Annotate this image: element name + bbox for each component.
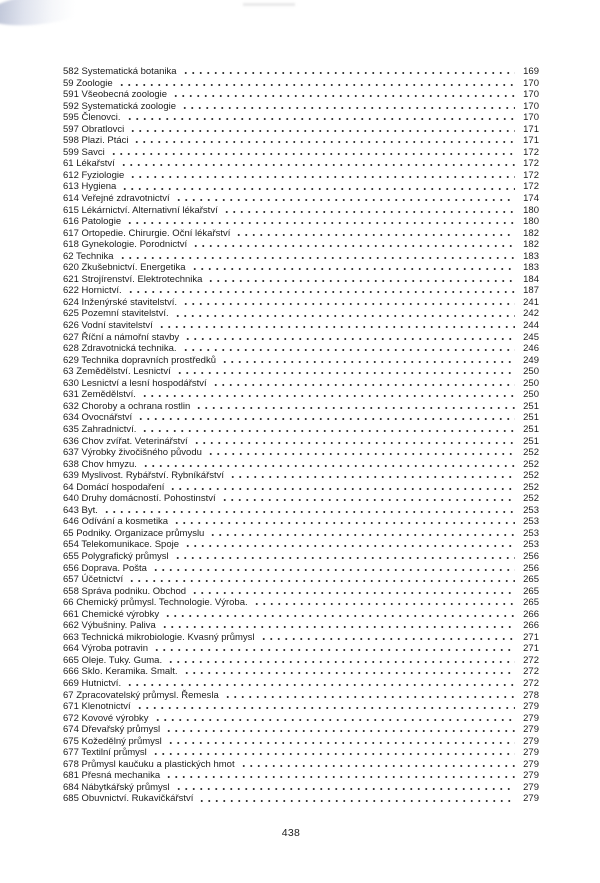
toc-entry-page-number: 250 (523, 389, 539, 401)
toc-entry-label: 595 Členovci. (63, 112, 121, 124)
toc-entry-page-number: 249 (523, 354, 539, 366)
toc-entry-label: 661 Chemické výrobky (63, 608, 160, 620)
dot-leader (103, 505, 515, 517)
dot-leader (229, 470, 515, 482)
dot-leader (164, 609, 515, 621)
toc-entry-label: 672 Kovové výrobky (63, 712, 149, 724)
toc-entry-page-number: 271 (523, 643, 539, 655)
toc-entry-label: 582 Systematická botanika (63, 66, 177, 77)
toc-entry-label: 671 Klenotnictví (63, 701, 131, 713)
toc-entry-page-number: 242 (523, 308, 539, 320)
toc-entry (63, 459, 539, 471)
toc-entry-page-number: 253 (523, 539, 539, 551)
toc-entry (63, 332, 539, 344)
dot-leader (141, 389, 515, 401)
dot-leader (142, 459, 515, 471)
toc-entry-label: 615 Lékárnictví. Alternativní lékařství (63, 204, 218, 216)
toc-entry-page-number: 279 (523, 770, 539, 782)
toc-entry-label: 646 Odívání a kosmetika (63, 516, 169, 528)
toc-entry-page-number: 279 (523, 781, 539, 793)
toc-entry-label: 626 Vodní stavitelství (63, 320, 153, 332)
toc-entry-page-number: 278 (523, 689, 539, 701)
dot-leader (175, 782, 515, 794)
toc-entry-page-number: 251 (523, 435, 539, 447)
toc-entry (63, 736, 539, 748)
toc-entry-label: 66 Chemický průmysl. Technologie. Výroba. (63, 597, 248, 609)
toc-entry (63, 285, 539, 297)
dot-leader (129, 170, 515, 182)
toc-entry (63, 447, 539, 459)
toc-entry (63, 66, 539, 78)
toc-entry (63, 366, 539, 378)
toc-entry-label: 654 Telekomunikace. Spoje (63, 539, 180, 551)
toc-entry (63, 609, 539, 621)
toc-entry (63, 274, 539, 286)
toc-entry-label: 618 Gynekologie. Porodnictví (63, 239, 188, 251)
dot-leader (121, 181, 515, 193)
toc-entry (63, 101, 539, 113)
toc-entry-page-number: 266 (523, 620, 539, 632)
toc-entry-page-number: 184 (523, 273, 539, 285)
toc-entry (63, 724, 539, 736)
toc-entry (63, 389, 539, 401)
dot-leader (240, 759, 515, 771)
toc-entry (63, 355, 539, 367)
toc-entry-page-number: 253 (523, 504, 539, 516)
toc-entry (63, 378, 539, 390)
dot-leader (129, 124, 515, 136)
toc-entry-label: 635 Zahradnictví. (63, 423, 137, 435)
dot-leader (154, 713, 515, 725)
toc-entry-page-number: 246 (523, 343, 539, 355)
toc-entry-label: 61 Lékařství (63, 158, 115, 170)
dot-leader (182, 343, 515, 355)
toc-entry-label: 617 Ortopedie. Chirurgie. Oční lékařství (63, 227, 231, 239)
toc-entry (63, 124, 539, 136)
dot-leader (235, 228, 515, 240)
toc-entry-label: 597 Obratlovci (63, 123, 125, 135)
toc-entry-page-number: 241 (523, 296, 539, 308)
toc-entry-page-number: 182 (523, 227, 539, 239)
toc-entry (63, 551, 539, 563)
toc-entry-page-number: 251 (523, 423, 539, 435)
toc-entry-label: 677 Textilní průmysl (63, 747, 147, 759)
toc-entry-page-number: 279 (523, 758, 539, 770)
toc-entry (63, 297, 539, 309)
dot-leader (191, 262, 515, 274)
toc-entry-page-number: 279 (523, 793, 539, 805)
toc-entry-label: 62 Technika (63, 250, 114, 262)
toc-entry-label: 657 Účetnictví (63, 574, 124, 586)
toc-entry (63, 782, 539, 794)
toc-entry (63, 470, 539, 482)
toc-entry-page-number: 182 (523, 239, 539, 251)
toc-entry (63, 251, 539, 263)
toc-entry-page-number: 279 (523, 701, 539, 713)
toc-entry-label: 640 Druhy domácností. Pohostinství (63, 493, 216, 505)
toc-entry (63, 181, 539, 193)
dot-leader (181, 101, 515, 113)
toc-entry-page-number: 253 (523, 527, 539, 539)
toc-entry-page-number: 266 (523, 608, 539, 620)
dot-leader (193, 436, 515, 448)
dot-leader (158, 320, 515, 332)
toc-entry-page-number: 170 (523, 112, 539, 124)
toc-entry-label: 59 Zoologie (63, 77, 113, 89)
dot-leader (126, 112, 515, 124)
toc-entry-label: 591 Všeobecná zoologie (63, 89, 168, 101)
toc-entry (63, 170, 539, 182)
toc-entry-label: 631 Zemědělství. (63, 389, 136, 401)
toc-entry-label: 628 Zdravotnická technika. (63, 343, 177, 355)
toc-list (63, 66, 539, 805)
toc-entry (63, 516, 539, 528)
toc-entry-label: 614 Veřejné zdravotnictví (63, 193, 170, 205)
dot-leader (182, 297, 515, 309)
dot-leader (182, 66, 515, 78)
dot-leader (165, 724, 515, 736)
dot-leader (207, 274, 515, 286)
dot-leader (175, 193, 515, 205)
dot-leader (153, 643, 515, 655)
dot-leader (152, 747, 515, 759)
toc-entry-page-number: 172 (523, 158, 539, 170)
dot-leader (173, 516, 515, 528)
toc-entry-page-number: 279 (523, 747, 539, 759)
toc-entry (63, 586, 539, 598)
toc-entry-page-number: 183 (523, 262, 539, 274)
toc-entry (63, 643, 539, 655)
toc-entry-label: 665 Oleje. Tuky. Guma. (63, 654, 163, 666)
toc-entry-page-number: 252 (523, 470, 539, 482)
toc-entry (63, 412, 539, 424)
dot-leader (136, 701, 515, 713)
toc-entry (63, 239, 539, 251)
dot-leader (207, 447, 515, 459)
toc-entry-page-number: 171 (523, 135, 539, 147)
toc-entry-page-number: 272 (523, 666, 539, 678)
toc-entry-label: 629 Technika dopravních prostředků (63, 354, 216, 366)
dot-leader (198, 793, 515, 805)
toc-entry-label: 666 Sklo. Keramika. Smalt. (63, 666, 178, 678)
dot-leader (183, 666, 515, 678)
dot-leader (224, 690, 515, 702)
toc-entry-page-number: 252 (523, 481, 539, 493)
toc-entry (63, 78, 539, 90)
toc-entry (63, 482, 539, 494)
toc-entry-label: 674 Dřevařský průmysl (63, 724, 161, 736)
toc-entry-label: 67 Zpracovatelský průmysl. Řemesla (63, 689, 219, 701)
toc-entry-label: 65 Podniky. Organizace průmyslu (63, 527, 205, 539)
toc-entry (63, 424, 539, 436)
toc-entry-page-number: 271 (523, 631, 539, 643)
page-number: 438 (281, 827, 301, 839)
dot-leader (152, 563, 515, 575)
toc-entry-label: 637 Výrobky živočišného původu (63, 447, 202, 459)
dot-leader (209, 528, 515, 540)
toc-entry-label: 658 Správa podniku. Obchod (63, 585, 187, 597)
toc-entry-label: 685 Obuvnictví. Rukavičkářství (63, 793, 194, 805)
toc-entry-page-number: 180 (523, 204, 539, 216)
toc-entry-label: 620 Zkušebnictví. Energetika (63, 262, 186, 274)
toc-entry (63, 666, 539, 678)
toc-entry-page-number: 252 (523, 447, 539, 459)
dot-leader (184, 539, 515, 551)
toc-entry-page-number: 180 (523, 216, 539, 228)
dot-leader (172, 89, 515, 101)
toc-entry (63, 205, 539, 217)
toc-entry-page-number: 272 (523, 677, 539, 689)
toc-entry (63, 713, 539, 725)
toc-entry-page-number: 172 (523, 181, 539, 193)
toc-entry (63, 216, 539, 228)
toc-entry-label: 655 Polygrafický průmysl (63, 550, 169, 562)
toc-entry-label: 613 Hygiena (63, 181, 117, 193)
toc-entry-page-number: 170 (523, 100, 539, 112)
dot-leader (161, 620, 515, 632)
toc-entry (63, 597, 539, 609)
toc-entry-page-number: 244 (523, 320, 539, 332)
toc-entry (63, 539, 539, 551)
toc-entry (63, 655, 539, 667)
toc-entry (63, 228, 539, 240)
toc-entry-page-number: 256 (523, 550, 539, 562)
toc-entry-page-number: 170 (523, 77, 539, 89)
toc-entry-page-number: 251 (523, 412, 539, 424)
toc-entry-label: 638 Chov hmyzu. (63, 458, 137, 470)
dot-leader (126, 678, 515, 690)
toc-entry (63, 528, 539, 540)
dot-leader (167, 736, 515, 748)
dot-leader (126, 216, 515, 228)
dot-leader (167, 655, 515, 667)
toc-entry-label: 598 Plazi. Ptáci (63, 135, 129, 147)
toc-entry (63, 793, 539, 805)
dot-leader (133, 135, 515, 147)
scan-artifact-top-left (0, 0, 97, 31)
dot-leader (119, 251, 515, 263)
dot-leader (169, 482, 515, 494)
toc-entry-page-number: 172 (523, 146, 539, 158)
toc-entry-label: 616 Patologie (63, 216, 122, 228)
dot-leader (110, 147, 515, 159)
dot-leader (212, 378, 515, 390)
toc-entry-label: 678 Průmysl kaučuku a plastických hmot (63, 758, 235, 770)
dot-leader (221, 355, 515, 367)
toc-entry-label: 662 Výbušniny. Paliva (63, 620, 156, 632)
toc-entry-page-number: 172 (523, 169, 539, 181)
dot-leader (176, 366, 515, 378)
toc-entry-page-number: 265 (523, 585, 539, 597)
toc-entry-page-number: 171 (523, 123, 539, 135)
scan-artifact-top-center (243, 3, 295, 6)
dot-leader (223, 205, 515, 217)
toc-entry-page-number: 252 (523, 458, 539, 470)
toc-entry (63, 759, 539, 771)
toc-entry-page-number: 250 (523, 377, 539, 389)
dot-leader (260, 632, 516, 644)
toc-entry (63, 135, 539, 147)
toc-entry (63, 620, 539, 632)
dot-leader (195, 401, 515, 413)
toc-entry-page-number: 170 (523, 89, 539, 101)
toc-entry-page-number: 169 (523, 66, 539, 77)
toc-entry-label: 599 Savci (63, 146, 105, 158)
toc-entry (63, 147, 539, 159)
toc-entry (63, 632, 539, 644)
toc-entry-page-number: 272 (523, 654, 539, 666)
toc-entry-page-number: 183 (523, 250, 539, 262)
toc-entry-page-number: 265 (523, 574, 539, 586)
toc-entry-label: 612 Fyziologie (63, 169, 125, 181)
toc-entry-page-number: 279 (523, 724, 539, 736)
toc-entry-label: 664 Výroba potravin (63, 643, 149, 655)
toc-entry-label: 634 Ovocnářství (63, 412, 133, 424)
toc-entry-label: 684 Nábytkářský průmysl (63, 781, 170, 793)
toc-entry (63, 436, 539, 448)
toc-entry-label: 681 Přesná mechanika (63, 770, 161, 782)
toc-entry-label: 63 Zemědělství. Lesnictví (63, 366, 171, 378)
toc-entry-label: 669 Hutnictví. (63, 677, 122, 689)
toc-entry (63, 193, 539, 205)
dot-leader (128, 574, 515, 586)
toc-entry (63, 747, 539, 759)
toc-entry-page-number: 279 (523, 735, 539, 747)
toc-entry (63, 262, 539, 274)
toc-entry-label: 636 Chov zvířat. Veterinářství (63, 435, 188, 447)
toc-entry-label: 663 Technická mikrobiologie. Kvasný průmysl (63, 631, 255, 643)
toc-entry-page-number: 253 (523, 516, 539, 528)
toc-entry-label: 621 Strojírenství. Elektrotechnika (63, 273, 203, 285)
toc-entry (63, 89, 539, 101)
dot-leader (141, 424, 515, 436)
dot-leader (137, 412, 515, 424)
toc-entry-page-number: 187 (523, 285, 539, 297)
toc-entry-page-number: 265 (523, 597, 539, 609)
toc-entry-label: 624 Inženýrské stavitelství. (63, 296, 178, 308)
toc-entry-label: 622 Hornictví. (63, 285, 122, 297)
toc-entry (63, 505, 539, 517)
toc-entry (63, 343, 539, 355)
toc-entry-label: 64 Domácí hospodaření (63, 481, 165, 493)
toc-entry-page-number: 279 (523, 712, 539, 724)
toc-entry-page-number: 256 (523, 562, 539, 574)
toc-entry (63, 320, 539, 332)
toc-entry-page-number: 252 (523, 493, 539, 505)
toc-entry-page-number: 250 (523, 366, 539, 378)
toc-entry-label: 656 Doprava. Pošta (63, 562, 147, 574)
toc-entry (63, 678, 539, 690)
toc-entry (63, 308, 539, 320)
toc-entry (63, 701, 539, 713)
toc-entry-label: 630 Lesnictví a lesní hospodářství (63, 377, 207, 389)
dot-leader (174, 308, 515, 320)
dot-leader (253, 597, 515, 609)
toc-entry-label: 632 Choroby a ochrana rostlin (63, 400, 191, 412)
toc-entry (63, 493, 539, 505)
toc-entry (63, 770, 539, 782)
toc-entry (63, 563, 539, 575)
toc-entry-label: 627 Říční a námořní stavby (63, 331, 180, 343)
dot-leader (184, 332, 515, 344)
toc-entry-label: 639 Myslivost. Rybářství. Rybníkářství (63, 470, 225, 482)
dot-leader (127, 285, 515, 297)
toc-entry-label: 592 Systematická zoologie (63, 100, 177, 112)
toc-entry (63, 112, 539, 124)
toc-entry (63, 574, 539, 586)
dot-leader (118, 78, 515, 90)
toc-entry-label: 675 Kožedělný průmysl (63, 735, 162, 747)
toc-entry (63, 690, 539, 702)
toc-entry (63, 401, 539, 413)
toc-entry-label: 643 Byt. (63, 504, 98, 516)
toc-entry-page-number: 251 (523, 400, 539, 412)
toc-entry (63, 158, 539, 170)
dot-leader (174, 551, 515, 563)
dot-leader (120, 158, 515, 170)
toc-entry-page-number: 174 (523, 193, 539, 205)
toc-entry-page-number: 245 (523, 331, 539, 343)
toc-entry-label: 625 Pozemní stavitelství. (63, 308, 169, 320)
dot-leader (221, 493, 515, 505)
dot-leader (192, 239, 515, 251)
dot-leader (165, 770, 515, 782)
dot-leader (191, 586, 515, 598)
